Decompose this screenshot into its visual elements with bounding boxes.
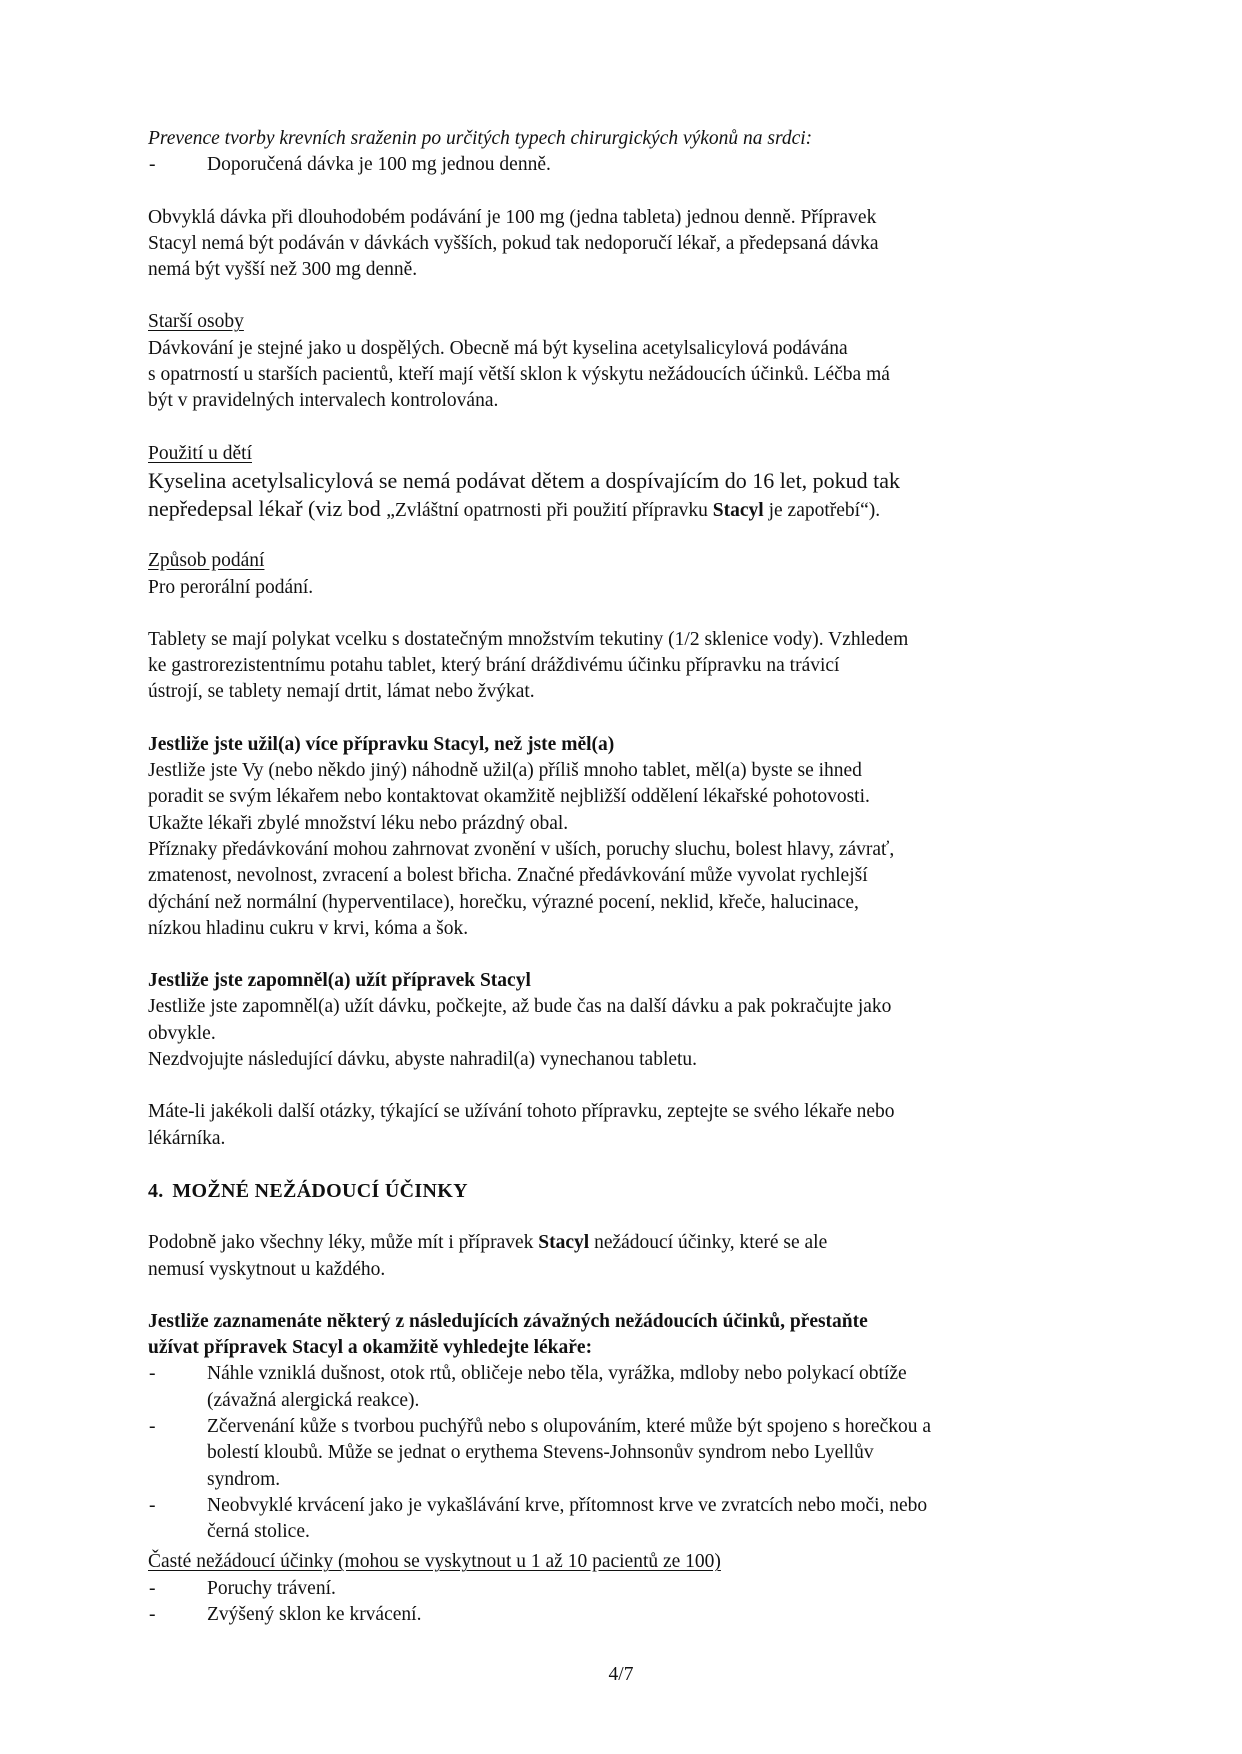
list-item: - Poruchy trávení. bbox=[149, 1577, 336, 1599]
overdose-section: Jestliže jste užil(a) více přípravku Stacyl, než jste měl(a) Jestliže jste Vy (nebo někdo jiný) náhodně užil(a) příliš mnoho tablet, měl(a) byste se ihned poradit se svým lékařem nebo kontaktovat okamžitě nejbližší oddělení lékařské pohotovosti. Ukažte lékaři zbylé množství léku nebo prázdný obal. Příznaky předávkování mohou zahrnovat zvonění v uších, poruchy sluchu, bolest hlavy, závrať, zmatenost, nevolnost, zvracení a bolest břicha. Značné předávkování může vyvolat rychlejší dýchání než normální (hyperventilace), horečku, výrazné pocení, neklid, křeče, halucinace, nízkou hladinu cukru v krvi, kóma a šok. bbox=[148, 732, 1088, 942]
common-effects-section bbox=[148, 1549, 1088, 1628]
children-section: Použití u dětí Kyselina acetylsalicylová se nemá podávat dětem a dospívajícím do 16 let, pokud tak nepředepsal lékař (viz bod „Zvláštní opatrnosti při použití přípravku Stacyl je zapotřebí“). bbox=[148, 441, 1088, 525]
tablets-paragraph: Tablety se mají polykat vcelku s dostatečným množstvím tekutiny (1/2 sklenice vody). Vzhledem ke gastrorezistentnímu potahu tablet, který brání dráždivému účinku přípravku na trávicí ústrojí, se tablety nemají drtit, lámat nebo žvýkat. bbox=[148, 628, 909, 703]
list-item: - Zčervenání kůže s tvorbou puchýřů nebo s olupováním, které může být spojeno s horečkou a bolestí kloubů. Může se jednat o erythema Stevens-Johnsonův syndrom nebo Lyellův syndrom. bbox=[149, 1415, 932, 1490]
serious-heading-line1: Jestliže zaznamenáte některý z následujících závažných nežádoucích účinků, přestaňte bbox=[148, 1310, 868, 1332]
serious-heading-line2: užívat přípravek Stacyl a okamžitě vyhledejte lékaře: bbox=[148, 1337, 593, 1359]
list-item: - Neobvyklé krvácení jako je vykašlávání krve, přítomnost krve ve zvratcích nebo moči, nebo černá stolice. bbox=[149, 1494, 928, 1543]
list-item: - Zvýšený sklon ke krvácení. bbox=[149, 1604, 422, 1626]
usual-dose-paragraph: Obvyklá dávka při dlouhodobém podávání je 100 mg (jedna tableta) jednou denně. Přípravek Stacyl nemá být podáván v dávkách vyšších, pokud tak nedoporučí lékař, a předepsaná dávka nemá být vyšší než 300 mg denně. bbox=[148, 206, 879, 281]
children-line2: nepředepsal lékař (viz bod „Zvláštní opatrnosti při použití přípravku Stacyl je zapotřebí“). bbox=[148, 495, 881, 521]
list-item: - Doporučená dávka je 100 mg jednou denně. bbox=[148, 152, 1088, 178]
children-heading: Použití u dětí bbox=[148, 442, 252, 464]
side-effects-intro: Podobně jako všechny léky, může mít i přípravek Stacyl nežádoucí účinky, které se ale nemusí vyskytnout u každého. bbox=[148, 1232, 828, 1280]
overdose-heading: Jestliže jste užil(a) více přípravku Stacyl, než jste měl(a) bbox=[148, 733, 615, 755]
administration-section: Způsob podání Pro perorální podání. bbox=[148, 548, 1088, 601]
page-number: 4/7 bbox=[608, 1664, 634, 1685]
elderly-section: Starší osoby Dávkování je stejné jako u dospělých. Obecně má být kyselina acetylsalicylová podávána s opatrností u starších pacientů, kteří mají větší sklon k výskytu nežádoucích účinků. Léčba má být v pravidelných intervalech kontrolována. bbox=[148, 309, 1088, 414]
serious-effects-section bbox=[148, 1309, 1088, 1546]
questions-paragraph: Máte-li jakékoli další otázky, týkající se užívání tohoto přípravku, zeptejte se svého lékaře nebo lékárníka. bbox=[148, 1101, 895, 1149]
prevention-heading: Prevence tvorby krevních sraženin po určitých typech chirurgických výkonů na srdci: bbox=[148, 128, 813, 149]
elderly-heading: Starší osoby bbox=[148, 311, 244, 333]
document-page bbox=[148, 126, 1088, 1628]
list-item: - Náhle vzniklá dušnost, otok rtů, obličeje nebo těla, vyrážka, mdloby nebo polykací obtíže (závažná alergická reakce). bbox=[149, 1363, 907, 1411]
administration-heading: Způsob podání bbox=[148, 550, 265, 572]
missed-dose-section: Jestliže jste zapomněl(a) užít přípravek Stacyl Jestliže jste zapomněl(a) užít dávku, počkejte, až bude čas na další dávku a pak pokračujte jako obvykle. Nezdvojujte následující dávku, abyste nahradil(a) vynechanou tabletu. bbox=[148, 968, 1088, 1073]
section-4-heading: 4. MOŽNÉ NEŽÁDOUCÍ ÚČINKY bbox=[148, 1179, 468, 1202]
common-heading: Časté nežádoucí účinky (mohou se vyskytnout u 1 až 10 pacientů ze 100) bbox=[148, 1551, 721, 1573]
missed-dose-heading: Jestliže jste zapomněl(a) užít přípravek Stacyl bbox=[148, 970, 531, 992]
list-dash: - bbox=[149, 154, 156, 176]
